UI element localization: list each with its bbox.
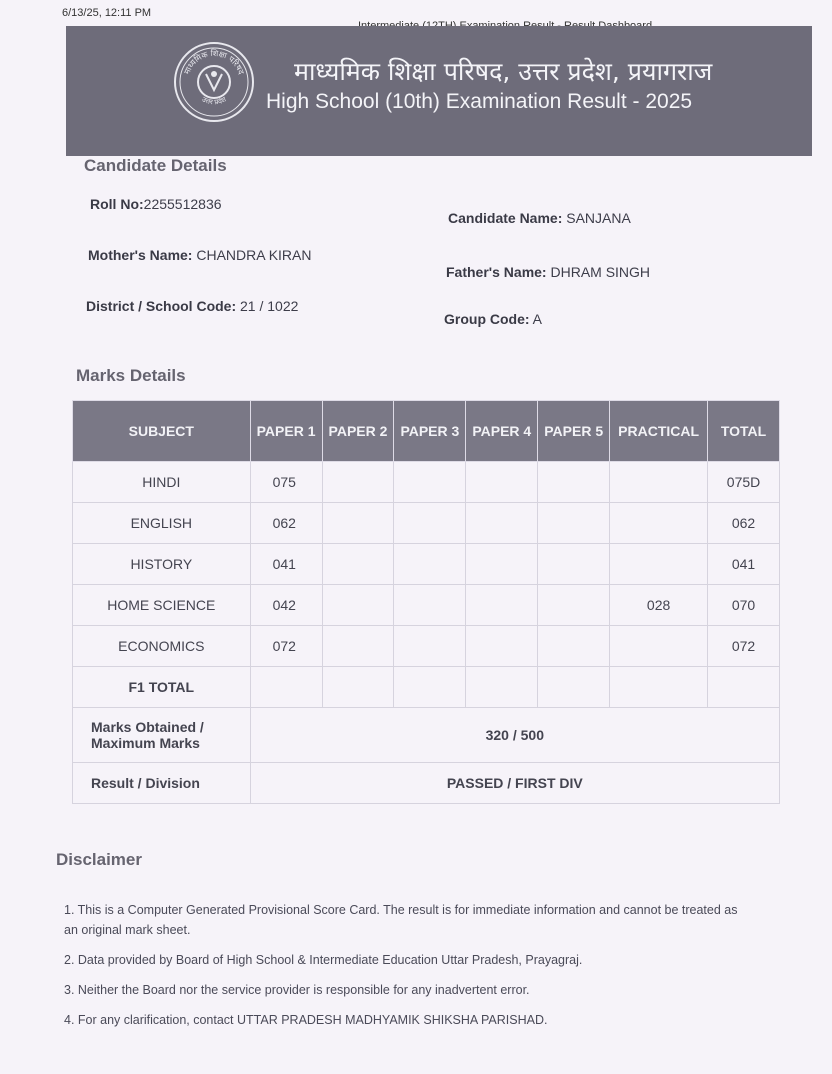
disclaimer-item: 3. Neither the Board nor the service provider is responsible for any inadvertent error.: [64, 983, 530, 997]
col-header-paper5: PAPER 5: [538, 401, 610, 462]
disclaimer-item: 2. Data provided by Board of High School & Intermediate Education Uttar Pradesh, Prayagraj.: [64, 953, 583, 967]
total-cell: 041: [708, 544, 780, 585]
disclaimer-list: [64, 900, 754, 1040]
marks-obtained-row: [73, 708, 780, 763]
total-cell: 062: [708, 503, 780, 544]
up-board-seal-icon: [174, 42, 254, 122]
disclaimer-heading: Disclaimer: [56, 850, 142, 869]
col-header-paper3: PAPER 3: [394, 401, 466, 462]
disclaimer-item: 4. For any clarification, contact UTTAR PRADESH MADHYAMIK SHIKSHA PARISHAD.: [64, 1013, 548, 1027]
father-name-field: [446, 264, 650, 280]
result-row: [73, 763, 780, 804]
marks-details-heading: Marks Details: [76, 366, 186, 385]
subject-cell: ECONOMICS: [73, 626, 251, 667]
father-name-label: Father's Name:: [446, 264, 547, 280]
col-header-paper2: PAPER 2: [322, 401, 394, 462]
table-row: [73, 544, 780, 585]
svg-text:उत्तर प्रदेश: [201, 95, 228, 106]
col-header-paper1: PAPER 1: [250, 401, 322, 462]
result-banner: [66, 26, 812, 156]
paper1-cell: 072: [250, 626, 322, 667]
paper1-cell: 041: [250, 544, 322, 585]
marks-table: [72, 400, 780, 804]
table-header-row: [73, 401, 780, 462]
result-division-value: PASSED / FIRST DIV: [250, 763, 779, 804]
print-timestamp: 6/13/25, 12:11 PM: [62, 7, 152, 19]
subject-cell: HINDI: [73, 462, 251, 503]
candidate-name-field: [448, 210, 631, 226]
board-name-hindi: माध्यमिक शिक्षा परिषद, उत्तर प्रदेश, प्रयागराज: [294, 57, 713, 86]
marks-obtained-label: Marks Obtained / Maximum Marks: [73, 708, 251, 763]
roll-no-field: [90, 196, 222, 212]
district-school-code-value: 21 / 1022: [240, 298, 299, 314]
mother-name-field: [88, 247, 312, 263]
practical-cell: [610, 503, 708, 544]
mother-name-value: CHANDRA KIRAN: [196, 247, 312, 263]
group-code-label: Group Code:: [444, 311, 530, 327]
father-name-value: DHRAM SINGH: [550, 264, 651, 280]
practical-cell: 028: [610, 585, 708, 626]
practical-cell: [610, 462, 708, 503]
col-header-total: TOTAL: [708, 401, 780, 462]
total-cell: 075D: [708, 462, 780, 503]
seal-top-text: माध्यमिक शिक्षा परिषद: [182, 48, 246, 76]
district-school-code-field: [86, 298, 298, 314]
table-row: [73, 462, 780, 503]
table-row: [73, 626, 780, 667]
practical-cell: [610, 544, 708, 585]
paper1-cell: 062: [250, 503, 322, 544]
candidate-name-value: SANJANA: [566, 210, 631, 226]
group-code-field: [444, 311, 542, 327]
table-row: [73, 585, 780, 626]
result-division-label: Result / Division: [73, 763, 251, 804]
subject-cell: HISTORY: [73, 544, 251, 585]
table-row: [73, 503, 780, 544]
paper1-cell: 042: [250, 585, 322, 626]
roll-no-label: Roll No:: [90, 196, 144, 212]
col-header-paper4: PAPER 4: [466, 401, 538, 462]
paper1-cell: 075: [250, 462, 322, 503]
group-code-value: A: [532, 311, 543, 327]
disclaimer-item: 1. This is a Computer Generated Provisional Score Card. The result is for immediate information and cannot be treated as an original mark sheet.: [64, 903, 738, 937]
candidate-details-heading: Candidate Details: [84, 156, 227, 175]
f1-total-row: [73, 667, 780, 708]
exam-title: High School (10th) Examination Result - 2025: [266, 90, 693, 113]
roll-no-value: 2255512836: [143, 196, 222, 212]
subject-cell: ENGLISH: [73, 503, 251, 544]
col-header-practical: PRACTICAL: [610, 401, 708, 462]
mother-name-label: Mother's Name:: [88, 247, 193, 263]
district-school-code-label: District / School Code:: [86, 298, 237, 314]
total-cell: 072: [708, 626, 780, 667]
f1-total-label: F1 TOTAL: [73, 667, 251, 708]
seal-bottom-text: उत्तर प्रदेश: [200, 95, 228, 107]
candidate-name-label: Candidate Name:: [448, 210, 563, 226]
practical-cell: [610, 626, 708, 667]
marks-obtained-value: 320 / 500: [250, 708, 779, 763]
total-cell: 070: [708, 585, 780, 626]
col-header-subject: SUBJECT: [73, 401, 251, 462]
subject-cell: HOME SCIENCE: [73, 585, 251, 626]
